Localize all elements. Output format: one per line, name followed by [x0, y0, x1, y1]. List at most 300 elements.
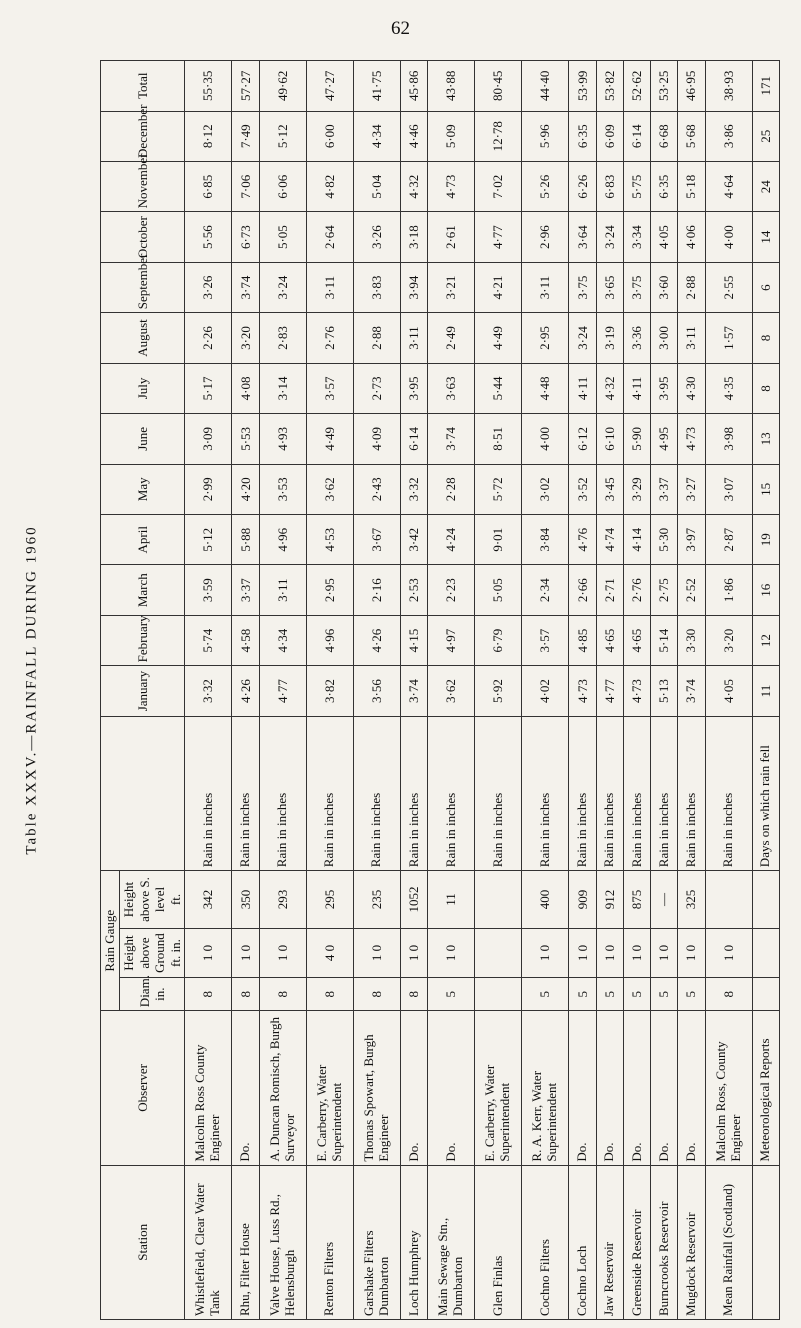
total-cell: 45·86 [400, 61, 427, 112]
diam-cell: 5 [623, 978, 650, 1011]
month-value-cell: 4·85 [569, 615, 596, 665]
table-row [232, 61, 259, 1320]
month-value-cell: 4·06 [678, 212, 705, 262]
month-value-cell: 4·26 [353, 615, 400, 665]
month-header-may: May [101, 464, 185, 514]
diam-cell [752, 978, 779, 1011]
height-sea-cell: 342 [185, 871, 232, 929]
month-value-cell: 4·35 [705, 363, 752, 413]
total-cell: 44·40 [522, 61, 569, 112]
month-value-cell: 4·21 [475, 262, 522, 312]
station-cell: Rhu, Filter House [232, 1165, 259, 1319]
table-title: Table XXXV.—RAINFALL DURING 1960 [23, 525, 40, 855]
month-value-cell: 4·02 [522, 666, 569, 716]
month-value-cell: 3·07 [705, 464, 752, 514]
month-value-cell: 2·66 [569, 565, 596, 615]
month-value-cell: 3·37 [232, 565, 259, 615]
month-value-cell: 3·86 [705, 111, 752, 161]
month-value-cell: 2·23 [428, 565, 475, 615]
table-body [185, 61, 780, 1320]
month-value-cell: 5·17 [185, 363, 232, 413]
diam-cell: 5 [522, 978, 569, 1011]
month-value-cell: 2·83 [259, 313, 306, 363]
month-header-nov: November [101, 161, 185, 211]
month-value-cell: 4·53 [306, 515, 353, 565]
month-value-cell: 2·34 [522, 565, 569, 615]
table-row [651, 61, 678, 1320]
table-row [752, 61, 779, 1320]
station-cell: Renton Filters [306, 1165, 353, 1319]
table-row [428, 61, 475, 1320]
height-ground-unit: ft. in. [167, 939, 183, 967]
month-value-cell: 3·62 [428, 666, 475, 716]
month-header-sep: September [101, 262, 185, 312]
month-value-cell: 4·32 [400, 161, 427, 211]
total-cell: 80·45 [475, 61, 522, 112]
observer-cell: Malcolm Ross County Engineer [185, 1011, 232, 1165]
month-value-cell: 5·72 [475, 464, 522, 514]
measure-cell: Days on which rain fell [752, 716, 779, 870]
month-header-jul: July [101, 363, 185, 413]
month-value-cell: 4·65 [596, 615, 623, 665]
month-value-cell: 4·77 [475, 212, 522, 262]
month-value-cell: 3·74 [428, 414, 475, 464]
table-row [185, 61, 232, 1320]
month-value-cell: 4·20 [232, 464, 259, 514]
month-value-cell: 4·32 [596, 363, 623, 413]
month-value-cell: 12 [752, 615, 779, 665]
rainfall-table [100, 60, 780, 1320]
observer-cell: E. Carberry, Water Superintendent [306, 1011, 353, 1165]
month-value-cell: 3·32 [400, 464, 427, 514]
month-value-cell: 3·52 [569, 464, 596, 514]
month-header-oct: October [101, 212, 185, 262]
total-cell: 43·88 [428, 61, 475, 112]
month-value-cell: 3·21 [428, 262, 475, 312]
month-header-dec: December [101, 111, 185, 161]
month-value-cell: 25 [752, 111, 779, 161]
month-value-cell: 3·26 [353, 212, 400, 262]
month-value-cell: 3·60 [651, 262, 678, 312]
observer-cell: Do. [232, 1011, 259, 1165]
total-cell: 171 [752, 61, 779, 112]
height-ground-label: Height above Ground [121, 933, 168, 973]
rain-gauge-header: Rain Gauge [101, 871, 120, 1011]
month-value-cell: 24 [752, 161, 779, 211]
month-value-cell: 6·00 [306, 111, 353, 161]
month-value-cell: 4·30 [678, 363, 705, 413]
month-value-cell: 6·09 [596, 111, 623, 161]
measure-cell: Rain in inches [259, 716, 306, 870]
month-value-cell: 3·59 [185, 565, 232, 615]
month-value-cell: 4·00 [705, 212, 752, 262]
height-ground-cell: 1 0 [400, 928, 427, 977]
page-number: 62 [391, 18, 410, 39]
month-value-cell: 4·65 [623, 615, 650, 665]
month-value-cell: 3·19 [596, 313, 623, 363]
month-value-cell: 4·46 [400, 111, 427, 161]
month-value-cell: 2·28 [428, 464, 475, 514]
month-header-feb: February [101, 615, 185, 665]
month-value-cell: 3·27 [678, 464, 705, 514]
measure-cell: Rain in inches [569, 716, 596, 870]
month-value-cell: 6·14 [400, 414, 427, 464]
month-value-cell: 3·95 [651, 363, 678, 413]
month-value-cell: 3·75 [623, 262, 650, 312]
month-value-cell: 2·71 [596, 565, 623, 615]
table-row [569, 61, 596, 1320]
month-value-cell: 3·24 [596, 212, 623, 262]
month-value-cell: 8 [752, 363, 779, 413]
observer-cell: Do. [596, 1011, 623, 1165]
month-value-cell: 2·88 [353, 313, 400, 363]
month-value-cell: 2·76 [306, 313, 353, 363]
diam-cell: 8 [259, 978, 306, 1011]
month-value-cell: 2·43 [353, 464, 400, 514]
measure-cell: Rain in inches [596, 716, 623, 870]
month-value-cell: 2·16 [353, 565, 400, 615]
month-value-cell: 6·06 [259, 161, 306, 211]
month-value-cell: 2·26 [185, 313, 232, 363]
month-value-cell: 2·88 [678, 262, 705, 312]
measure-cell: Rain in inches [428, 716, 475, 870]
month-value-cell: 2·99 [185, 464, 232, 514]
month-value-cell: 2·96 [522, 212, 569, 262]
month-header-jan: January [101, 666, 185, 716]
month-value-cell: 2·55 [705, 262, 752, 312]
height-ground-cell: 1 0 [705, 928, 752, 977]
month-value-cell: 3·82 [306, 666, 353, 716]
month-value-cell: 4·93 [259, 414, 306, 464]
observer-cell: R. A. Kerr, Water Superintendent [522, 1011, 569, 1165]
station-cell: Whistlefield, Clear Water Tank [185, 1165, 232, 1319]
rainfall-table-rotated [100, 60, 780, 1320]
month-value-cell: 3·62 [306, 464, 353, 514]
month-value-cell: 7·06 [232, 161, 259, 211]
month-value-cell: 5·12 [259, 111, 306, 161]
month-value-cell: 5·12 [185, 515, 232, 565]
diam-header [120, 975, 185, 1011]
month-header-aug: August [101, 313, 185, 363]
height-ground-cell: 1 0 [596, 928, 623, 977]
month-value-cell: 6 [752, 262, 779, 312]
month-value-cell: 2·95 [522, 313, 569, 363]
month-value-cell: 3·56 [353, 666, 400, 716]
height-ground-cell [475, 928, 522, 977]
month-value-cell: 3·65 [596, 262, 623, 312]
month-value-cell: 3·20 [705, 615, 752, 665]
station-cell: Loch Humphrey [400, 1165, 427, 1319]
observer-cell: Do. [569, 1011, 596, 1165]
station-cell: Glen Finlas [475, 1165, 522, 1319]
table-row [400, 61, 427, 1320]
month-value-cell: 15 [752, 464, 779, 514]
month-value-cell: 4·00 [522, 414, 569, 464]
table-row [475, 61, 522, 1320]
diam-cell: 8 [306, 978, 353, 1011]
total-cell: 53·25 [651, 61, 678, 112]
month-value-cell: 4·97 [428, 615, 475, 665]
month-value-cell: 3·36 [623, 313, 650, 363]
height-ground-cell: 1 0 [651, 928, 678, 977]
month-value-cell: 3·37 [651, 464, 678, 514]
month-value-cell: 6·12 [569, 414, 596, 464]
month-value-cell: 4·14 [623, 515, 650, 565]
measure-cell: Rain in inches [400, 716, 427, 870]
month-value-cell: 4·58 [232, 615, 259, 665]
month-value-cell: 3·20 [232, 313, 259, 363]
observer-cell: Do. [428, 1011, 475, 1165]
height-sea-cell: 11 [428, 871, 475, 929]
height-sea-cell [705, 871, 752, 929]
station-cell: Jaw Reservoir [596, 1165, 623, 1319]
month-value-cell: 4·05 [705, 666, 752, 716]
month-value-cell: 3·32 [185, 666, 232, 716]
measure-header [101, 716, 185, 870]
station-cell: Cochno Filters [522, 1165, 569, 1319]
month-value-cell: 3·97 [678, 515, 705, 565]
month-value-cell: 3·74 [678, 666, 705, 716]
month-value-cell: 2·61 [428, 212, 475, 262]
month-value-cell: 3·53 [259, 464, 306, 514]
measure-cell: Rain in inches [306, 716, 353, 870]
month-value-cell: 3·74 [232, 262, 259, 312]
diam-label: Diam. [136, 975, 152, 1008]
month-value-cell: 12·78 [475, 111, 522, 161]
observer-cell: A. Duncan Romisch, Burgh Surveyor [259, 1011, 306, 1165]
table-row [623, 61, 650, 1320]
total-cell: 47·27 [306, 61, 353, 112]
measure-cell: Rain in inches [185, 716, 232, 870]
month-value-cell: 6·10 [596, 414, 623, 464]
observer-cell: Malcolm Ross, County Engineer [705, 1011, 752, 1165]
month-value-cell: 4·77 [596, 666, 623, 716]
month-value-cell: 4·48 [522, 363, 569, 413]
station-cell: Greenside Reservoir [623, 1165, 650, 1319]
month-value-cell: 8 [752, 313, 779, 363]
total-cell: 53·99 [569, 61, 596, 112]
diam-cell: 8 [232, 978, 259, 1011]
month-value-cell: 6·83 [596, 161, 623, 211]
month-value-cell: 6·35 [569, 111, 596, 161]
station-cell: Valve House, Luss Rd., Helensburgh [259, 1165, 306, 1319]
month-value-cell: 3·95 [400, 363, 427, 413]
month-value-cell: 5·09 [428, 111, 475, 161]
month-value-cell: 4·82 [306, 161, 353, 211]
station-cell: Mugdock Reservoir [678, 1165, 705, 1319]
total-cell: 49·62 [259, 61, 306, 112]
measure-cell: Rain in inches [475, 716, 522, 870]
month-value-cell: 3·74 [400, 666, 427, 716]
height-ground-cell: 1 0 [428, 928, 475, 977]
month-value-cell: 7·02 [475, 161, 522, 211]
diam-cell: 5 [569, 978, 596, 1011]
month-value-cell: 6·26 [569, 161, 596, 211]
month-value-cell: 4·74 [596, 515, 623, 565]
month-value-cell: 3·26 [185, 262, 232, 312]
table-row [522, 61, 569, 1320]
diam-cell: 5 [651, 978, 678, 1011]
month-value-cell: 4·77 [259, 666, 306, 716]
month-value-cell: 3·11 [522, 262, 569, 312]
table-row [596, 61, 623, 1320]
station-header: Station [101, 1165, 185, 1319]
height-sea-cell: — [651, 871, 678, 929]
height-ground-cell [752, 928, 779, 977]
height-sea-cell: 235 [353, 871, 400, 929]
height-sea-cell: 909 [569, 871, 596, 929]
month-value-cell: 3·64 [569, 212, 596, 262]
height-sea-label: Height above S. level [121, 877, 168, 922]
month-header-apr: April [101, 515, 185, 565]
observer-header: Observer [101, 1011, 185, 1165]
month-value-cell: 5·18 [678, 161, 705, 211]
month-value-cell: 2·87 [705, 515, 752, 565]
diam-cell: 5 [596, 978, 623, 1011]
month-value-cell: 5·04 [353, 161, 400, 211]
month-value-cell: 6·79 [475, 615, 522, 665]
height-ground-cell: 1 0 [569, 928, 596, 977]
month-value-cell: 5·92 [475, 666, 522, 716]
observer-cell: Do. [400, 1011, 427, 1165]
month-value-cell: 4·11 [623, 363, 650, 413]
month-value-cell: 2·95 [306, 565, 353, 615]
height-ground-cell: 1 0 [232, 928, 259, 977]
month-value-cell: 5·14 [651, 615, 678, 665]
month-value-cell: 4·73 [623, 666, 650, 716]
month-value-cell: 3·11 [259, 565, 306, 615]
month-value-cell: 4·34 [259, 615, 306, 665]
month-value-cell: 3·94 [400, 262, 427, 312]
height-sea-cell: 293 [259, 871, 306, 929]
height-ground-cell: 4 0 [306, 928, 353, 977]
station-cell: Mean Rainfall (Scotland) [705, 1165, 752, 1319]
month-value-cell: 4·05 [651, 212, 678, 262]
table-row [678, 61, 705, 1320]
month-value-cell: 4·73 [569, 666, 596, 716]
month-value-cell: 3·84 [522, 515, 569, 565]
height-sea-cell: 875 [623, 871, 650, 929]
month-value-cell: 5·96 [522, 111, 569, 161]
table-row [306, 61, 353, 1320]
height-sea-cell: 295 [306, 871, 353, 929]
month-value-cell: 4·76 [569, 515, 596, 565]
month-value-cell: 4·34 [353, 111, 400, 161]
total-cell: 55·35 [185, 61, 232, 112]
month-value-cell: 3·57 [522, 615, 569, 665]
month-value-cell: 3·18 [400, 212, 427, 262]
month-value-cell: 2·73 [353, 363, 400, 413]
month-value-cell: 4·49 [475, 313, 522, 363]
month-value-cell: 3·02 [522, 464, 569, 514]
month-value-cell: 3·14 [259, 363, 306, 413]
station-cell: Burncrooks Reservoir [651, 1165, 678, 1319]
month-value-cell: 6·14 [623, 111, 650, 161]
total-cell: 53·82 [596, 61, 623, 112]
month-value-cell: 3·11 [306, 262, 353, 312]
diam-cell: 8 [400, 978, 427, 1011]
table-title-vertical [2, 440, 62, 940]
total-cell: 52·62 [623, 61, 650, 112]
month-value-cell: 9·01 [475, 515, 522, 565]
height-ground-cell: 1 0 [185, 928, 232, 977]
month-value-cell: 3·00 [651, 313, 678, 363]
month-value-cell: 5·53 [232, 414, 259, 464]
diam-cell: 5 [428, 978, 475, 1011]
month-value-cell: 8·12 [185, 111, 232, 161]
height-sea-unit: ft. [167, 893, 183, 906]
month-value-cell: 6·73 [232, 212, 259, 262]
month-value-cell: 2·76 [623, 565, 650, 615]
month-value-cell: 3·11 [678, 313, 705, 363]
height-sea-cell: 912 [596, 871, 623, 929]
diam-cell: 5 [678, 978, 705, 1011]
month-value-cell: 5·05 [475, 565, 522, 615]
height-sea-cell: 1052 [400, 871, 427, 929]
total-header: Total [101, 61, 185, 112]
month-value-cell: 5·56 [185, 212, 232, 262]
height-sea-cell: 325 [678, 871, 705, 929]
measure-cell: Rain in inches [705, 716, 752, 870]
month-value-cell: 3·57 [306, 363, 353, 413]
observer-cell: Do. [678, 1011, 705, 1165]
height-sea-cell [475, 871, 522, 929]
month-value-cell: 4·49 [306, 414, 353, 464]
month-value-cell: 3·30 [678, 615, 705, 665]
observer-cell: Do. [651, 1011, 678, 1165]
month-value-cell: 11 [752, 666, 779, 716]
month-value-cell: 5·05 [259, 212, 306, 262]
station-cell: Garshake Filters Dumbarton [353, 1165, 400, 1319]
month-value-cell: 4·96 [259, 515, 306, 565]
month-header-jun: June [101, 414, 185, 464]
month-value-cell: 6·85 [185, 161, 232, 211]
diam-unit: in. [152, 987, 168, 1001]
diam-cell [475, 978, 522, 1011]
month-value-cell: 3·67 [353, 515, 400, 565]
month-value-cell: 1·57 [705, 313, 752, 363]
month-value-cell: 2·49 [428, 313, 475, 363]
month-value-cell: 2·64 [306, 212, 353, 262]
observer-cell: Thomas Spowart, Burgh Engineer [353, 1011, 400, 1165]
month-value-cell: 3·63 [428, 363, 475, 413]
month-value-cell: 4·09 [353, 414, 400, 464]
month-value-cell: 6·35 [651, 161, 678, 211]
month-value-cell: 4·15 [400, 615, 427, 665]
month-value-cell: 16 [752, 565, 779, 615]
month-value-cell: 1·86 [705, 565, 752, 615]
total-cell: 57·27 [232, 61, 259, 112]
month-value-cell: 14 [752, 212, 779, 262]
month-value-cell: 4·96 [306, 615, 353, 665]
month-value-cell: 5·88 [232, 515, 259, 565]
observer-cell: E. Carberry, Water Superintendent [475, 1011, 522, 1165]
measure-cell: Rain in inches [623, 716, 650, 870]
month-value-cell: 4·95 [651, 414, 678, 464]
month-value-cell: 3·34 [623, 212, 650, 262]
month-value-cell: 3·45 [596, 464, 623, 514]
measure-cell: Rain in inches [522, 716, 569, 870]
month-value-cell: 6·68 [651, 111, 678, 161]
diam-cell: 8 [353, 978, 400, 1011]
observer-cell: Meteorological Reports [752, 1011, 779, 1165]
table-row [259, 61, 306, 1320]
station-cell: Cochno Loch [569, 1165, 596, 1319]
month-value-cell: 5·26 [522, 161, 569, 211]
measure-cell: Rain in inches [651, 716, 678, 870]
month-value-cell: 3·24 [259, 262, 306, 312]
month-value-cell: 4·73 [428, 161, 475, 211]
